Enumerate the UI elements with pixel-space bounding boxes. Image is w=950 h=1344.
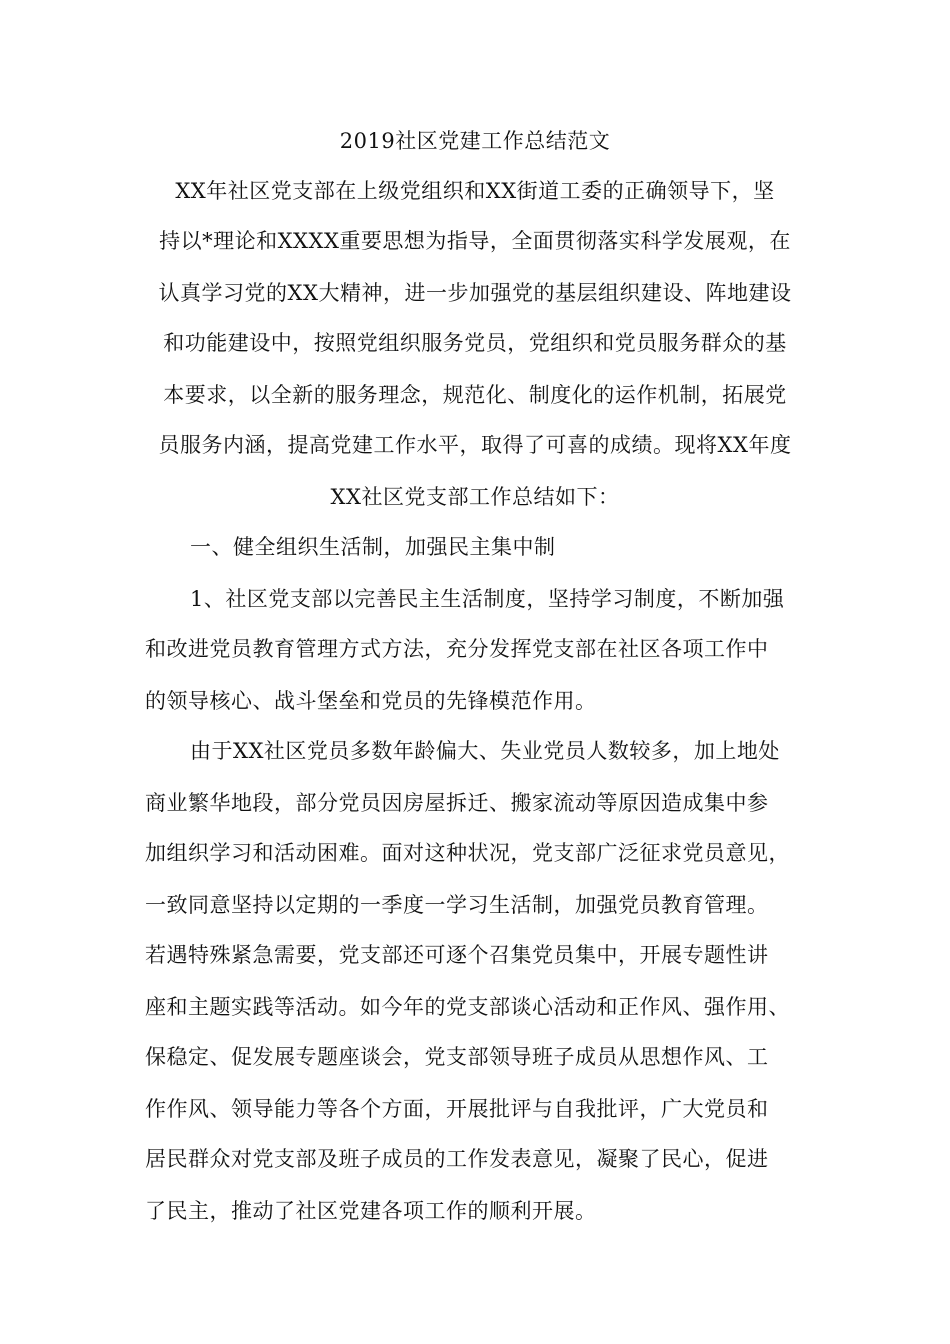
intro-line: XX社区党支部工作总结如下： xyxy=(330,485,620,509)
paragraph-line: 加组织学习和活动困难。面对这种状况，党支部广泛征求党员意见， xyxy=(145,841,790,865)
paragraph-line: 若遇特殊紧急需要，党支部还可逐个召集党员集中，开展专题性讲 xyxy=(145,943,769,967)
intro-line: 本要求，以全新的服务理念，规范化、制度化的运作机制，拓展党 xyxy=(163,383,787,407)
intro-line: 持以*理论和XXXX重要思想为指导，全面贯彻落实科学发展观，在 xyxy=(159,229,791,253)
paragraph-line: 和改进党员教育管理方式方法，充分发挥党支部在社区各项工作中 xyxy=(145,637,769,661)
intro-line: XX年社区党支部在上级党组织和XX街道工委的正确领导下，坚 xyxy=(175,179,775,203)
paragraph-line: 的领导核心、战斗堡垒和党员的先锋模范作用。 xyxy=(145,689,597,713)
intro-line: 认真学习党的XX大精神，进一步加强党的基层组织建设、阵地建设 xyxy=(158,281,792,305)
paragraph-line: 1、社区党支部以完善民主生活制度，坚持学习制度，不断加强 xyxy=(190,587,785,611)
document-title: 2019社区党建工作总结范文 xyxy=(339,129,611,153)
paragraph-line: 了民主，推动了社区党建各项工作的顺利开展。 xyxy=(145,1199,597,1223)
paragraph-line: 居民群众对党支部及班子成员的工作发表意见，凝聚了民心，促进 xyxy=(145,1147,769,1171)
section-heading: 一、健全组织生活制，加强民主集中制 xyxy=(190,535,556,559)
intro-line: 和功能建设中，按照党组织服务党员，党组织和党员服务群众的基 xyxy=(163,331,787,355)
paragraph-line: 一致同意坚持以定期的一季度一学习生活制，加强党员教育管理。 xyxy=(145,893,769,917)
paragraph-line: 保稳定、促发展专题座谈会，党支部领导班子成员从思想作风、工 xyxy=(145,1045,769,1069)
paragraph-line: 商业繁华地段，部分党员因房屋拆迁、搬家流动等原因造成集中参 xyxy=(145,791,769,815)
paragraph-line: 由于XX社区党员多数年龄偏大、失业党员人数较多，加上地处 xyxy=(190,739,780,763)
intro-line: 员服务内涵，提高党建工作水平，取得了可喜的成绩。现将XX年度 xyxy=(158,433,792,457)
paragraph-line: 作作风、领导能力等各个方面，开展批评与自我批评，广大党员和 xyxy=(145,1097,769,1121)
paragraph-line: 座和主题实践等活动。如今年的党支部谈心活动和正作风、强作用、 xyxy=(145,995,790,1019)
